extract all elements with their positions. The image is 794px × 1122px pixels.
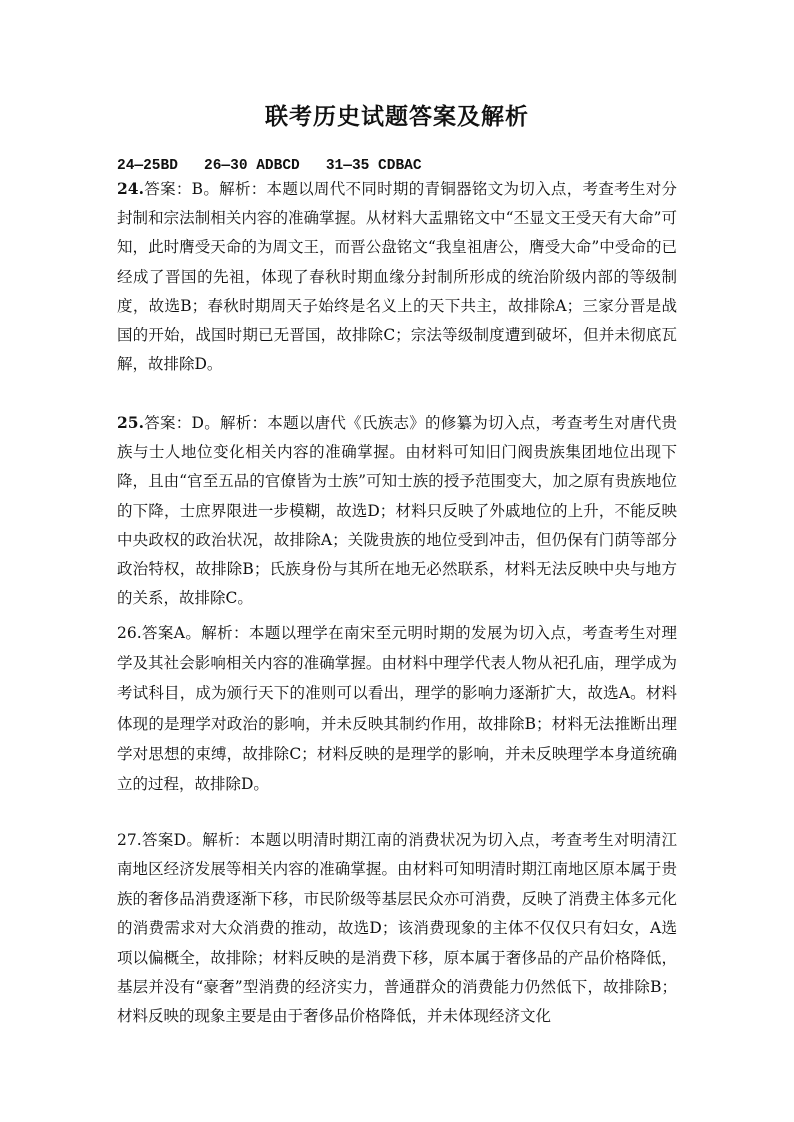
item-text: 答案D。解析：本题以明清时期江南的消费状况为切入点，考查考生对明清江南地区经济发展等相关内容的准确掌握。由材料可知明清时期江南地区原本属于贵族的奢侈品消费逐渐下移，市民阶级等基层民众亦可消费，反映了消费主体多元化的消费需求对大众消费的推动，故选D；该消费现象的主体不仅仅只有妇女，A选项以偏概全，故排除；材料反映的是消费下移，原本属于奢侈品的产品价格降低，基层并没有“豪奢”型消费的经济实力，普通群众的消费能力仍然低下，故排除B；材料反映的现象主要是由于奢侈品价格降低，并未体现经济文化 (117, 831, 677, 1026)
item-number: 24. (117, 179, 144, 198)
answer-item-24 (117, 174, 677, 379)
answer-item-26 (117, 618, 677, 799)
page-title: 联考历史试题答案及解析 (265, 104, 529, 130)
item-number: 27. (117, 831, 142, 849)
answer-key-line: 24—25BD 26—30 ADBCD 31—35 CDBAC (117, 158, 422, 174)
item-number: 25. (117, 413, 144, 432)
answer-item-27 (117, 826, 677, 1032)
item-text: 答案A。解析：本题以理学在南宋至元明时期的发展为切入点，考查考生对理学及其社会影响相关内容的准确掌握。由材料中理学代表人物从祀孔庙，理学成为考试科目，成为颁行天下的准则可以看出，理学的影响力逐渐扩大，故选A。材料体现的是理学对政治的影响，并未反映其制约作用，故排除B；材料无法推断出理学对思想的束缚，故排除C；材料反映的是理学的影响，并未反映理学本身道统确立的过程，故排除D。 (117, 624, 677, 794)
answer-item-25 (117, 408, 677, 613)
item-number: 26. (117, 624, 142, 642)
item-text: 答案：B。解析：本题以周代不同时期的青铜器铭文为切入点，考查考生对分封制和宗法制相关内容的准确掌握。从材料大盂鼎铭文中“丕显文王受天有大命”可知，此时膺受天命的为周文王，而晋公盘铭文“我皇祖唐公，膺受大命”中受命的已经成了晋国的先祖，体现了春秋时期血缘分封制所形成的统治阶级内部的等级制度，故选B；春秋时期周天子始终是名义上的天下共主，故排除A；三家分晋是战国的开始，战国时期已无晋国，故排除C；宗法等级制度遭到破坏，但并未彻底瓦解，故排除D。 (117, 180, 677, 374)
item-text: 答案：D。解析：本题以唐代《氏族志》的修纂为切入点，考查考生对唐代贵族与士人地位变化相关内容的准确掌握。由材料可知旧门阀贵族集团地位出现下降，且由“官至五品的官僚皆为士族”可知士族的授予范围变大，加之原有贵族地位的下降，士庶界限进一步模糊，故选D；材料只反映了外戚地位的上升，不能反映中央政权的政治状况，故排除A；关陇贵族的地位受到冲击，但仍保有门荫等部分政治特权，故排除B；氏族身份与其所在地无必然联系，材料无法反映中央与地方的关系，故排除C。 (117, 414, 677, 608)
